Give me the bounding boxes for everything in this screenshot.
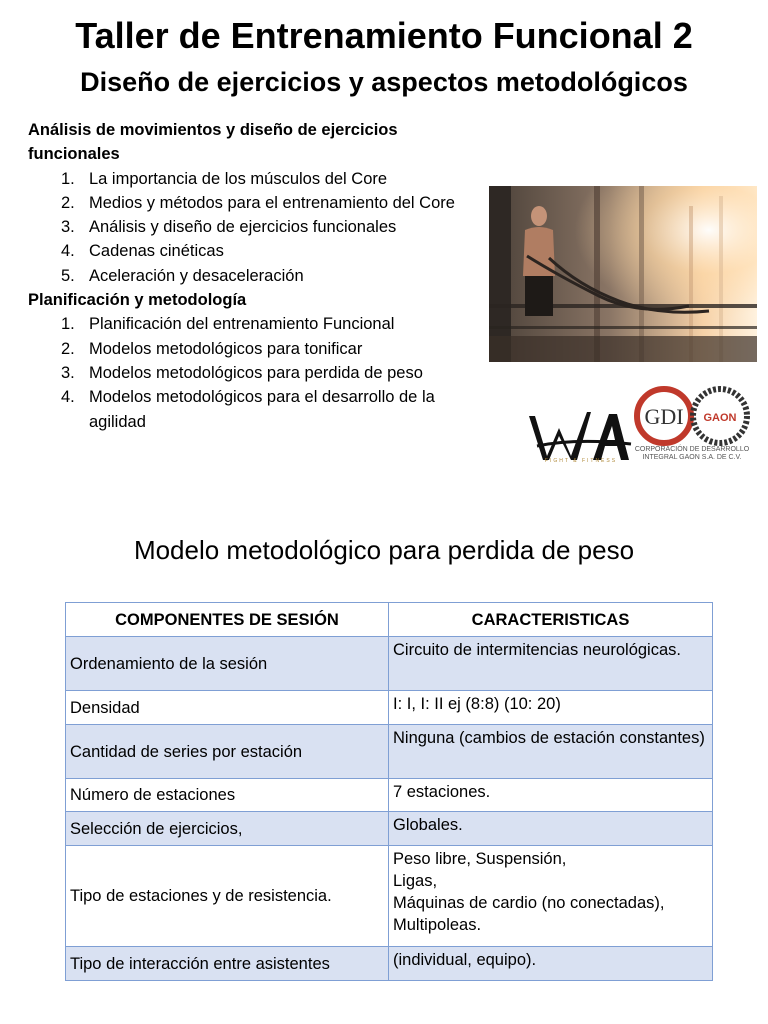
section-heading-planning: Planificación y metodología (28, 291, 247, 310)
column-header-characteristics: CARACTERISTICAS (389, 603, 713, 637)
component-cell: Densidad (66, 691, 389, 725)
characteristic-cell: (individual, equipo). (389, 947, 713, 981)
table-row (66, 637, 713, 691)
list-item: 2. Medios y métodos para el entrenamiento del Core (61, 193, 455, 212)
characteristic-cell: Peso libre, Suspensión, Ligas, Máquinas de cardio (no conectadas), Multipoleas. (389, 846, 713, 947)
table-row (66, 779, 713, 812)
list-item: 4. Modelos metodológicos para el desarrollo de la agilidad (61, 388, 435, 431)
table-row (66, 947, 713, 981)
list-item: 3. Análisis y diseño de ejercicios funcionales (61, 218, 397, 237)
section-title: Modelo metodológico para perdida de peso (133, 535, 635, 565)
characteristic-cell: Ninguna (cambios de estación constantes) (389, 725, 713, 779)
component-cell: Tipo de interacción entre asistentes (66, 947, 389, 981)
table-row (66, 846, 713, 947)
list-item: 4. Cadenas cinéticas (61, 242, 224, 261)
page-subtitle: Diseño de ejercicios y aspectos metodológicos (80, 67, 688, 97)
section-heading-analysis: Análisis de movimientos y diseño de ejercicios funcionales (28, 121, 398, 164)
list-item: 1. La importancia de los músculos del Core (61, 169, 388, 188)
component-cell: Selección de ejercicios, (66, 812, 389, 846)
table-row (66, 725, 713, 779)
column-header-components: COMPONENTES DE SESIÓN (66, 603, 389, 637)
table-row (66, 812, 713, 846)
wa-tagline: FIGHT & FITNESS (544, 458, 618, 464)
analysis-list (28, 167, 473, 288)
component-cell: Cantidad de series por estación (66, 725, 389, 779)
page-title: Taller de Entrenamiento Funcional 2 (75, 15, 693, 56)
characteristic-cell: Globales. (389, 812, 713, 846)
gaon-name: GAON (703, 412, 737, 424)
characteristic-cell: Circuito de intermitencias neurológicas. (389, 637, 713, 691)
svg-text:GDI: GDI (644, 404, 684, 429)
gym-photo (489, 186, 757, 362)
list-item: 3. Modelos metodológicos para perdida de peso (61, 363, 423, 382)
planning-list (28, 312, 473, 433)
list-item: 5. Aceleración y desaceleración (61, 266, 304, 285)
table-header-row (66, 603, 713, 637)
session-components-table (65, 602, 713, 981)
gaon-logo (632, 384, 752, 476)
course-outline (28, 118, 473, 434)
list-item: 2. Modelos metodológicos para tonificar (61, 339, 363, 358)
list-item: 1. Planificación del entrenamiento Funcional (61, 315, 395, 334)
table-row (66, 691, 713, 725)
component-cell: Ordenamiento de la sesión (66, 637, 389, 691)
gaon-caption: CORPORACIÓN DE DESARROLLO INTEGRAL GAON S.A. DE C.V. (634, 446, 750, 461)
component-cell: Número de estaciones (66, 779, 389, 812)
battle-ropes-photo-icon (489, 186, 757, 362)
component-cell: Tipo de estaciones y de resistencia. (66, 846, 389, 947)
characteristic-cell: 7 estaciones. (389, 779, 713, 812)
characteristic-cell: I: I, I: II ej (8:8) (10: 20) (389, 691, 713, 725)
